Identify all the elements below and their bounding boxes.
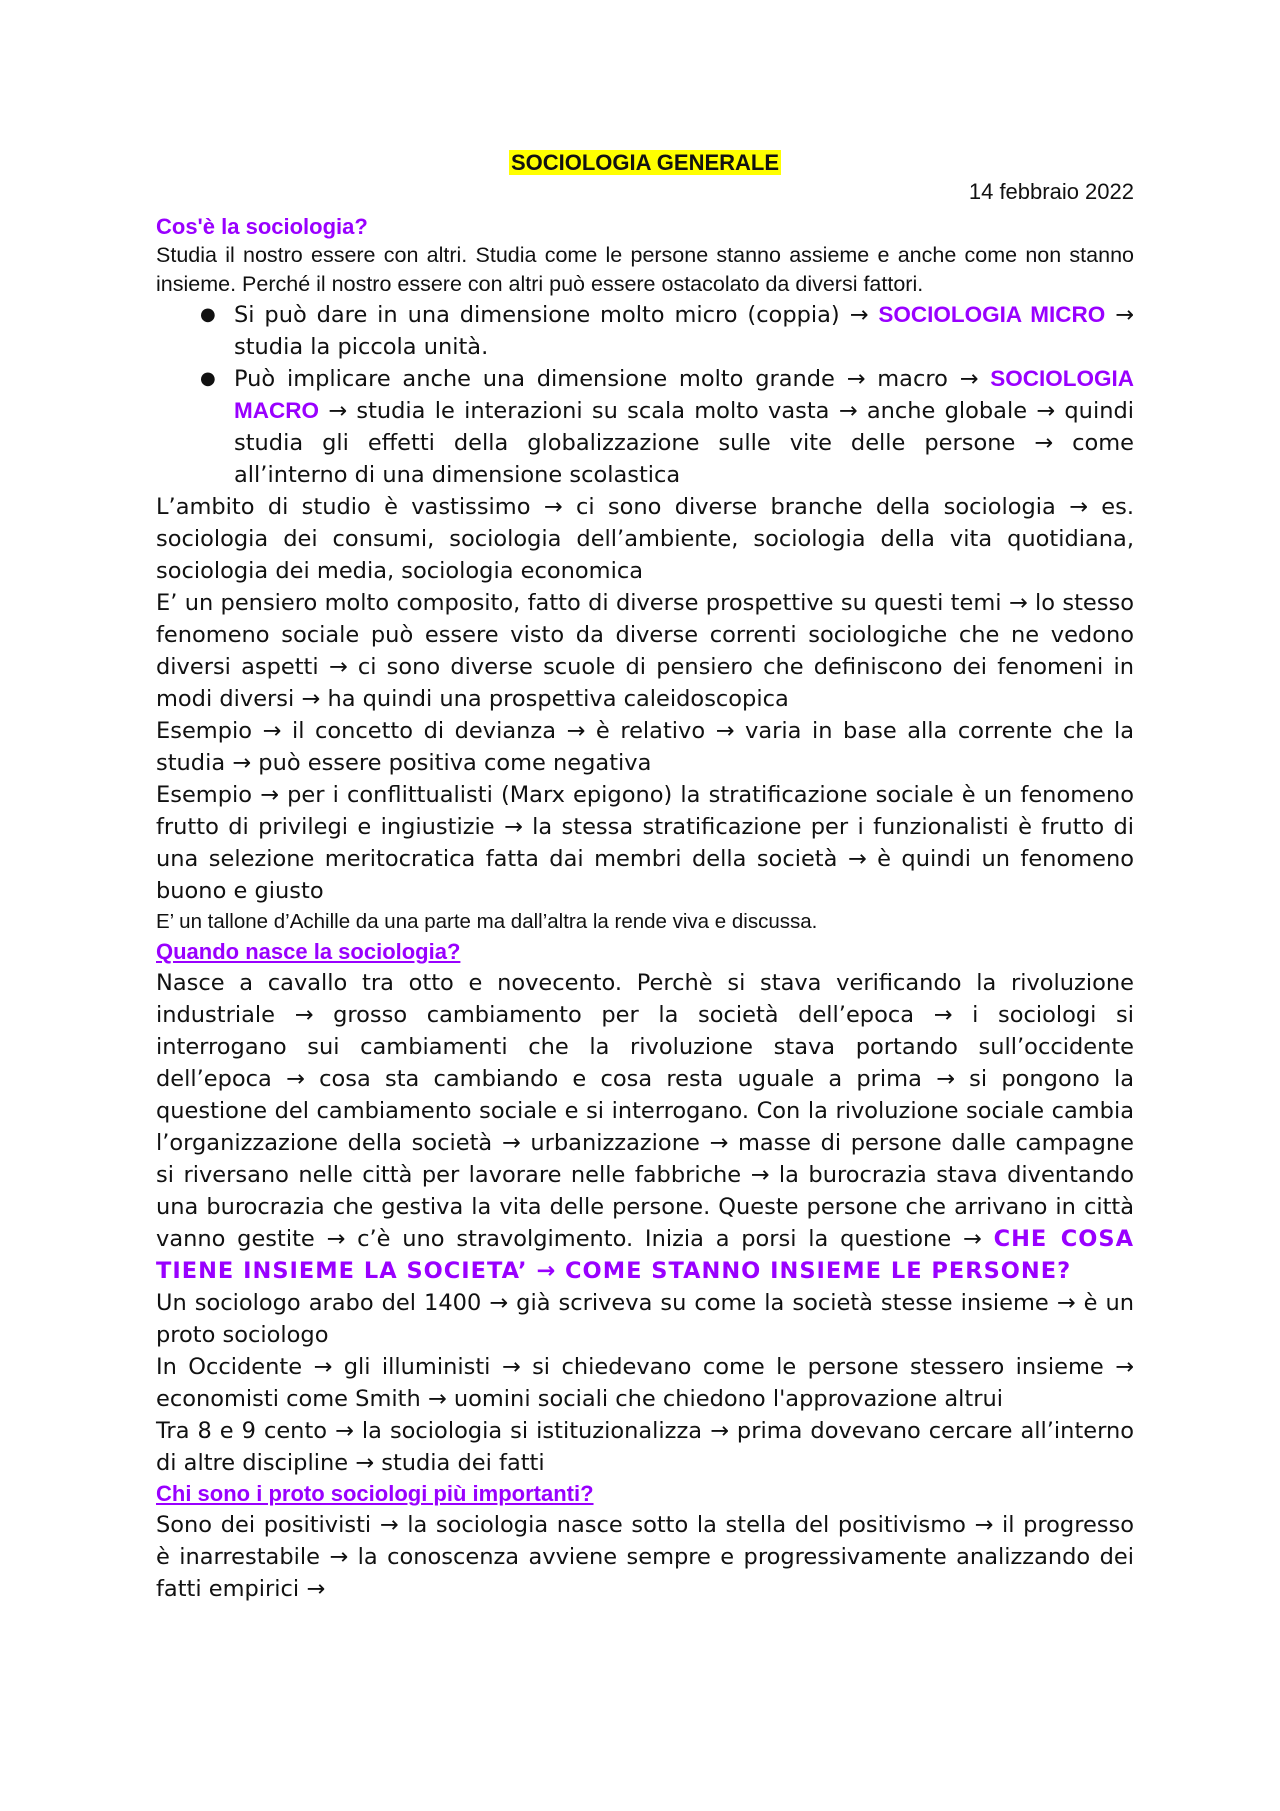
bullet-text: Si può dare in una dimensione molto micro (coppia) →	[234, 302, 879, 328]
section-heading-origins-link[interactable]: Quando nasce la sociologia?	[156, 939, 461, 964]
bullet-item-macro	[156, 363, 1134, 491]
bullet-list	[156, 299, 1134, 491]
keyword-sociologia-macro: SOCIOLOGIA MACRO	[234, 366, 1134, 423]
paragraph	[156, 967, 1134, 1287]
bullet-dot-icon: ●	[200, 304, 216, 325]
bullet-text: → studia la piccola unità.	[234, 302, 1134, 360]
bullet-dot-icon: ●	[200, 368, 216, 389]
keyword-sociologia-micro: SOCIOLOGIA MICRO	[878, 302, 1106, 327]
paragraph: Tra 8 e 9 cento → la sociologia si istituzionalizza → prima dovevano cercare all’interno di altre discipline → studia dei fatti	[156, 1418, 1134, 1476]
paragraph: L’ambito di studio è vastissimo → ci sono diverse branche della sociologia → es. sociologia dei consumi, sociologia dell’ambiente, sociologia della vita quotidiana, sociologia dei media, sociologia economica	[156, 494, 1134, 584]
bullet-text: Può implicare anche una dimensione molto grande → macro →	[234, 366, 991, 392]
paragraph: Esempio → il concetto di devianza → è relativo → varia in base alla corrente che la studia → può essere positiva come negativa	[156, 718, 1134, 776]
bullet-item-micro	[156, 299, 1134, 363]
title-row	[156, 150, 1134, 178]
intro-paragraph: Studia il nostro essere con altri. Studia come le persone stanno assieme e anche come non stanno insieme. Perché il nostro essere con altri può essere ostacolato da diversi fattori.	[156, 243, 1134, 296]
section-heading-proto-sociologists-link[interactable]: Chi sono i proto sociologi più importanti?	[156, 1481, 594, 1506]
paragraph: Sono dei positivisti → la sociologia nasce sotto la stella del positivismo → il progresso è inarrestabile → la conoscenza avviene sempre e progressivamente analizzando dei fatti empirici →	[156, 1512, 1134, 1602]
paragraph: E’ un pensiero molto composito, fatto di diverse prospettive su questi temi → lo stesso fenomeno sociale può essere visto da diverse correnti sociologiche che ne vedono diversi aspetti → ci sono diverse scuole di pensiero che definiscono dei fenomeni in modi diversi → ha quindi una prospettiva caleidoscopica	[156, 590, 1134, 712]
paragraph: E’ un tallone d’Achille da una parte ma dall’altra la rende viva e discussa.	[156, 910, 818, 933]
document-title: SOCIOLOGIA GENERALE	[510, 150, 780, 175]
document-page	[156, 150, 1134, 1605]
paragraph-text: Nasce a cavallo tra otto e novecento. Perchè si stava verificando la rivoluzione industriale → grosso cambiamento per la società dell’epoca → i sociologi si interrogano sui cambiamenti che la rivoluzione stava portando sull’occidente dell’epoca → cosa sta cambiando e cosa resta uguale a prima → si pongono la questione del cambiamento sociale e si interrogano. Con la rivoluzione sociale cambia l’organizzazione della società → urbanizzazione → masse di persone dalle campagne si riversano nelle città per lavorare nelle fabbriche → la burocrazia stava diventando una burocrazia che gestiva la vita delle persone. Queste persone che arrivano in città vanno gestite → c’è uno stravolgimento. Inizia a porsi la questione →	[156, 970, 1134, 1252]
section-heading-what-is: Cos'è la sociologia?	[156, 214, 368, 239]
document-date: 14 febbraio 2022	[968, 179, 1134, 204]
bullet-text: → studia le interazioni su scala molto vasta → anche globale → quindi studia gli effetti della globalizzazione sulle vite delle persone → come all’interno di una dimensione scolastica	[234, 398, 1134, 488]
paragraph: Esempio → per i conflittualisti (Marx epigono) la stratificazione sociale è un fenomeno frutto di privilegi e ingiustizie → la stessa stratificazione per i funzionalisti è frutto di una selezione meritocratica fatta dai membri della società → è quindi un fenomeno buono e giusto	[156, 782, 1134, 904]
keyword-question: CHE COSA TIENE INSIEME LA SOCIETA’ → COME STANNO INSIEME LE PERSONE?	[156, 1226, 1134, 1284]
paragraph: Un sociologo arabo del 1400 → già scriveva su come la società stesse insieme → è un proto sociologo	[156, 1290, 1134, 1348]
paragraph: In Occidente → gli illuministi → si chiedevano come le persone stessero insieme → economisti come Smith → uomini sociali che chiedono l'approvazione altrui	[156, 1354, 1134, 1412]
